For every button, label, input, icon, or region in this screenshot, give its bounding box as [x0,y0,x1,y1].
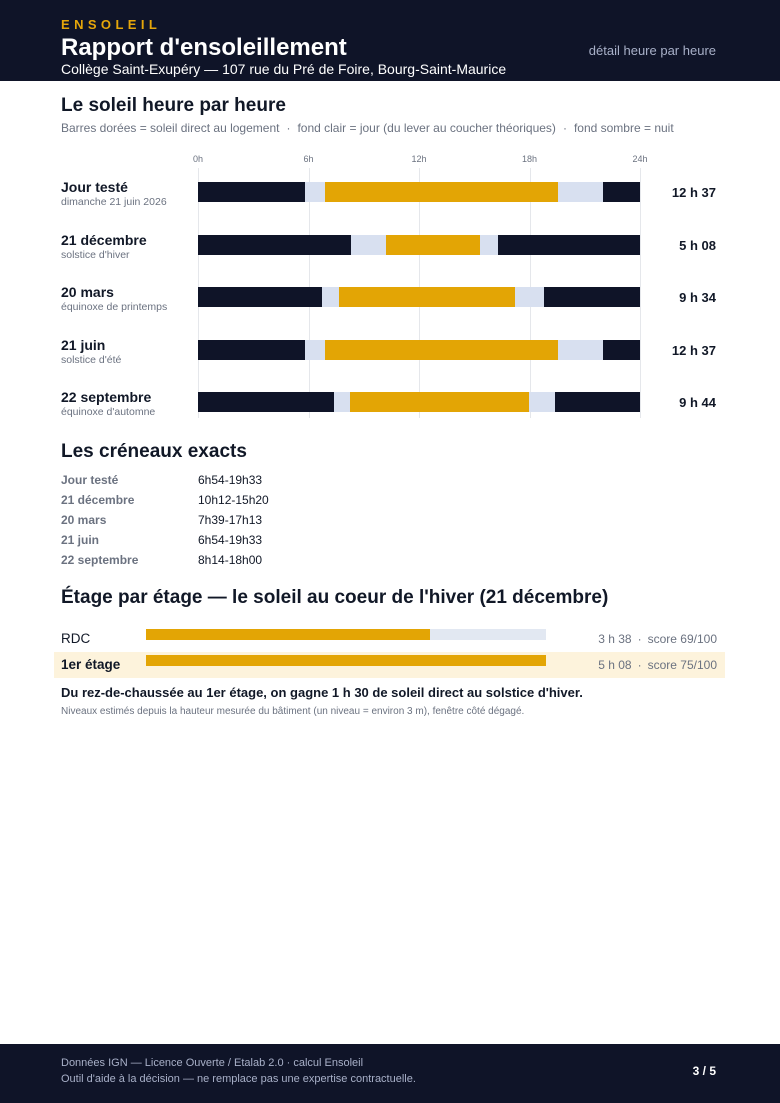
footer-source: Données IGN — Licence Ouverte / Etalab 2.0 · calcul Ensoleil [61,1057,364,1069]
sun-segment [339,287,515,307]
x-tick-label: 12h [411,154,427,164]
legend-day: fond clair = jour (du lever au coucher théoriques) [297,121,556,135]
slot-name: 20 mars [61,513,107,527]
row-name: Jour testé [61,179,128,195]
report-header [0,0,780,81]
row-subtitle: solstice d'hiver [61,248,130,261]
day-bar [198,235,640,255]
slot-value: 7h39-17h13 [198,513,263,527]
row-subtitle: équinoxe de printemps [61,301,168,313]
slot-value: 8h14-18h00 [198,553,263,567]
chart-legend [61,121,674,135]
floor-note: Niveaux estimés depuis la hauteur mesurée du bâtiment (un niveau = environ 3 m), fenêtre côté dégagé. [61,706,525,717]
legend-night: fond sombre = nuit [573,121,674,135]
row-total: 12 h 37 [671,342,716,358]
row-subtitle: solstice d'été [61,353,122,366]
slot-name: 21 juin [61,533,100,547]
day-bar [198,287,640,307]
row-name: 22 septembre [61,389,152,405]
floor-name: 1er étage [61,657,121,672]
sun-segment [325,182,558,202]
row-total: 5 h 08 [679,237,716,253]
floor-sun-fill [146,629,430,640]
x-tick-label: 6h [303,154,314,164]
floor-separator: · [637,658,642,672]
row-subtitle: dimanche 21 juin 2026 [61,196,167,208]
legend-separator: · [562,121,567,135]
floor-duration: 5 h 08 [598,658,632,672]
row-name: 20 mars [61,284,114,300]
row-label [61,284,167,313]
row-label [61,232,147,261]
floor-conclusion: Du rez-de-chaussée au 1er étage, on gagne 1 h 30 de soleil direct au solstice d'hiver. [61,685,583,700]
row-label [61,337,121,366]
report-footer [0,1044,780,1103]
slot-name: Jour testé [61,473,119,487]
row-name: 21 juin [61,336,106,353]
floor-score: score 75/100 [647,658,717,672]
row-total: 9 h 44 [679,395,716,410]
legend-separator: · [286,121,291,135]
floor-row [54,652,725,678]
row-total: 12 h 37 [671,185,716,200]
sun-segment [350,392,530,412]
row-total: 9 h 34 [679,290,716,305]
sun-segment [386,235,480,255]
day-bar [198,392,640,412]
floor-row [54,626,725,652]
floor-separator: · [637,632,642,646]
slot-value: 6h54-19h33 [198,533,263,547]
row-label [61,179,167,208]
slot-value: 6h54-19h33 [198,473,263,487]
sun-segment [325,340,558,360]
slot-name: 21 décembre [61,493,135,507]
floor-score: score 69/100 [647,632,717,646]
floor-sun-track [146,655,546,666]
row-name: 21 décembre [61,231,147,248]
slot-value: 10h12-15h20 [198,493,269,507]
row-subtitle: équinoxe d'automne [61,406,156,418]
legend-sun: Barres dorées = soleil direct au logement [61,121,280,135]
x-tick-label: 0h [192,154,204,164]
floor-stats [598,632,717,646]
brand-name: ENSOLEIL [61,17,162,32]
page-number: 3 / 5 [692,1064,716,1078]
header-section-label: détail heure par heure [588,43,716,58]
report-subtitle: Collège Saint-Exupéry — 107 rue du Pré de Foire, Bourg-Saint-Maurice [61,61,507,77]
section-title-hourly: Le soleil heure par heure [61,95,286,116]
floor-sun-track [146,629,546,640]
x-tick-label: 18h [521,154,538,164]
floor-sun-fill [146,655,546,666]
gridline [640,168,641,418]
section-title-slots: Les créneaux exacts [61,441,247,462]
footer-disclaimer: Outil d'aide à la décision — ne remplace pas une expertise contractuelle. [61,1073,416,1085]
row-label [61,389,155,418]
floor-stats [598,658,717,672]
x-tick-label: 24h [632,154,648,164]
slot-name: 22 septembre [61,553,139,567]
section-title-floors: Étage par étage — le soleil au coeur de l'hiver (21 décembre) [61,587,609,608]
floor-name: RDC [61,631,91,646]
day-bar [198,340,640,360]
day-bar [198,182,640,202]
report-title: Rapport d'ensoleillement [61,34,347,61]
floor-duration: 3 h 38 [598,632,632,646]
